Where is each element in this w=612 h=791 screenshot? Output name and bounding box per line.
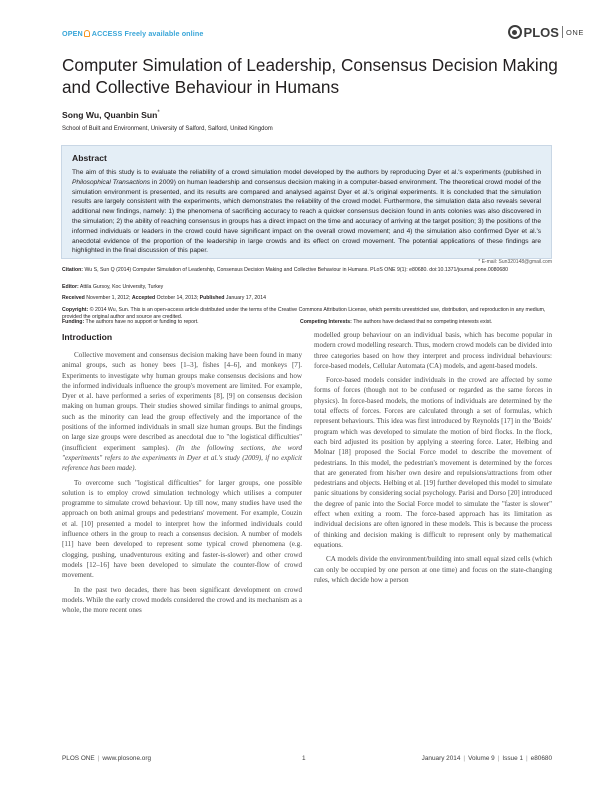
corresponding-mark: *: [157, 110, 160, 117]
editor-block: [62, 284, 552, 291]
logo-divider: [562, 26, 563, 38]
body-column-right: [314, 330, 552, 585]
affiliation: School of Built and Environment, University of Salford, Salford, United Kingdom: [62, 126, 273, 132]
journal-logo: [508, 24, 584, 42]
journal-logo-text: PLOS: [523, 25, 559, 40]
introduction-heading: Introduction: [62, 332, 113, 342]
author-names: Song Wu, Quanbin Sun: [62, 110, 158, 120]
footer-journal: PLOS ONE: [62, 755, 95, 762]
published-date: January 17, 2014: [225, 295, 266, 301]
paragraph: To overcome such "logistical difficulties" for larger groups, one possible solution is to employ crowd simulation technology which utilises a computer programme to simulate crowd behaviour. Up till now, many studies have used the approach on both animal groups and pedestrians' movement. For example, Couzin et al. [10] presented a model to interpret how the informed individuals could influence others in the group to reach a consensus decision. A number of models [11] have been developed to represent some typical crowd phenomena (e.g. clogging, pushing, unadventurous exiting and faster-is-slower) and other crowd models [12–16] have been developed to simulate the counter-flow of crowd movement.: [62, 478, 302, 580]
paragraph: Force-based models consider individuals in the crowd are affected by some forms of forces (though not to be confused or regarded as the same forces in physics). In force-based models, the motions of individuals are determined by the total effects of forces. Forces are calculated through a set of formulas, which represent behaviours. This idea was first introduced by Reynolds [17] in the 'Boids' program which was developed to simulate the motion of bird flocks. In the flock, each bird adjusted its position by applying a steering force. Later, Helbing and Molnar [18] proposed the Social Force model to describe the movement of pedestrians. In this model, the pedestrian's movement is determined by the forces that are generated from his/her own desire and repulsions/attractions from other pedestrians and objects. Helbing et al. [19] further developed this model to simulate panic situations by considering social psychology. Parisi and Dorso [20] introduced the degree of panic into the Social Force model to simulate the "faster is slower" effect when exiting a room. The force-based approach has its limitation as individual decisions are often ignored in these models. This is because the process of thinking and decision making is difficult to represent only by mathematical equations.: [314, 376, 552, 549]
published-label: Published: [199, 295, 225, 301]
open-access-label: OPEN: [62, 29, 83, 38]
paragraph: In the past two decades, there has been significant development on crowd models. While the early crowd models considered the crowd and its mechanism as a whole, the more recent ones: [62, 585, 302, 615]
journal-suffix: ONE: [565, 28, 584, 37]
abstract-journal-name: Philosophical Transactions: [72, 178, 151, 186]
abstract-heading: Abstract: [72, 153, 107, 163]
email-block: [460, 259, 552, 266]
copyright-text: © 2014 Wu, Sun. This is an open-access article distributed under the terms of the Creative Commons Attribution License, which permits unrestricted use, distribution, and reproduction in any medium, provided the original author and source are credited.: [62, 307, 546, 321]
freely-available-label: Freely available online: [124, 29, 204, 38]
abstract-text-part-2: in 2009) on human leadership and consensus decision making in a computer-based environment. The theoretical crowd model of the simulation environment is presented, and its results are compared and analysed against Dyer et al.'s original experiments. It is concluded that the simulation results are largely consistent with the experiments, which demonstrates the reliability of the crowd model. Furthermore, the simulation data also reveals several additional new findings, namely: 1) the phenomena of sacrificing accuracy to reach a quicker consensus decision found in ants colonies was also discovered in the simulation; 2) the ability of reaching consensus in groups has a direct impact on the time and accuracy of arriving at the target position; 3) the positions of the informed individuals or leaders in the crowd could have significant impact on the overall crowd movement; and 4) the simulation also confirmed Dyer et al.'s anecdotal evidence of the proportion of the leadership in large crowds and its effect on crowd movement. The potential applications of these findings are highlighted in the final discussion of this paper.: [72, 178, 541, 255]
received-label: Received: [62, 295, 85, 301]
editor-label: Editor:: [62, 284, 79, 290]
footer-volume: Volume 9: [468, 755, 495, 762]
abstract-box: [61, 145, 552, 259]
footer-site-link[interactable]: www.plosone.org: [102, 755, 152, 762]
footer-date: January 2014: [421, 755, 461, 762]
plos-logo-icon: [508, 25, 522, 39]
funding-text: The authors have no support or funding to report.: [85, 319, 199, 325]
accepted-label: Accepted: [131, 295, 156, 301]
competing-text: The authors have declared that no competing interests exist.: [353, 319, 493, 325]
competing-label: Competing Interests:: [300, 319, 352, 325]
open-lock-icon: [84, 30, 90, 37]
editor-text: Attila Gursoy, Koc University, Turkey: [79, 284, 164, 290]
paragraph: modelled group behaviour on an individual basis, which has become popular in modern crowd modelling research. Thus, modern crowd models can be divided into three categories based on how they interpret and process individual behaviours: force-based models, Cellular Automata (CA) models, and agent-based models.: [314, 331, 552, 370]
open-access-banner: [62, 29, 203, 38]
paragraph-text: Collective movement and consensus decision making have been found in many animal groups, such as honey bees [1–3], fishes [4–6], and monkeys [7]. Experiments to investigate why human groups make consensus decisions and how the informed individuals influence the group's movement are limited. For example, Dyer et al. have performed a series of experiments [8], [9] on consensus decision making on human groups. Their studies showed similar findings to animal groups, such as the minority can lead the group effectively and the importance of the positions of the informed individuals in small size human groups. But the findings on large size groups were described as anecdotal due to "the logistical difficulties" (insufficient experiment samples).: [62, 351, 302, 452]
received-date: November 1, 2012;: [86, 295, 131, 301]
paragraph-note: (In the following sections, the word "experiments" refers to the experiments in Dyer et al.'s study (2009), if no explicit reference has been made).: [62, 443, 302, 473]
journal-header: [62, 24, 584, 46]
page-number: 1: [302, 755, 306, 762]
footer-right: January 2014 | Volume 9 | Issue 1 | e80680: [421, 755, 552, 762]
accepted-date: October 14, 2013;: [156, 295, 199, 301]
author-list: [62, 110, 160, 120]
access-label: ACCESS: [91, 29, 123, 38]
footer-separator: |: [97, 755, 100, 762]
abstract-text: [72, 168, 541, 256]
funding-label: Funding:: [62, 319, 85, 325]
body-column-left: [62, 350, 302, 615]
citation-text: Wu S, Sun Q (2014) Computer Simulation of Leadership, Consensus Decision Making and Collective Behaviour in Humans. PLoS ONE 9(1): e80680. doi:10.1371/journal.pone.0080680: [84, 267, 509, 273]
abstract-text-part-1: The aim of this study is to evaluate the reliability of a crowd simulation model developed by the authors by reproducing Dyer et al.'s experiments (published in: [72, 169, 541, 176]
dates-block: [62, 295, 552, 302]
competing-block: [300, 319, 552, 326]
hidden-anchor: [62, 331, 63, 332]
paragraph: [62, 350, 302, 474]
article-title: Computer Simulation of Leadership, Consensus Decision Making and Collective Behaviour in Humans: [62, 55, 558, 97]
citation-block: [62, 267, 552, 274]
copyright-label: Copyright:: [62, 307, 89, 313]
footer-left: [62, 755, 151, 762]
corresponding-email[interactable]: * E-mail: Sun320148@gmail.com: [478, 259, 552, 265]
footer-article-id: e80680: [530, 755, 552, 762]
footer-issue: Issue 1: [502, 755, 523, 762]
citation-label: Citation:: [62, 267, 84, 273]
paragraph: CA models divide the environment/building into small equal sized cells (which can only be occupied by one person at one time) and focus on the state-changing rules, which decide how a person: [314, 555, 552, 584]
